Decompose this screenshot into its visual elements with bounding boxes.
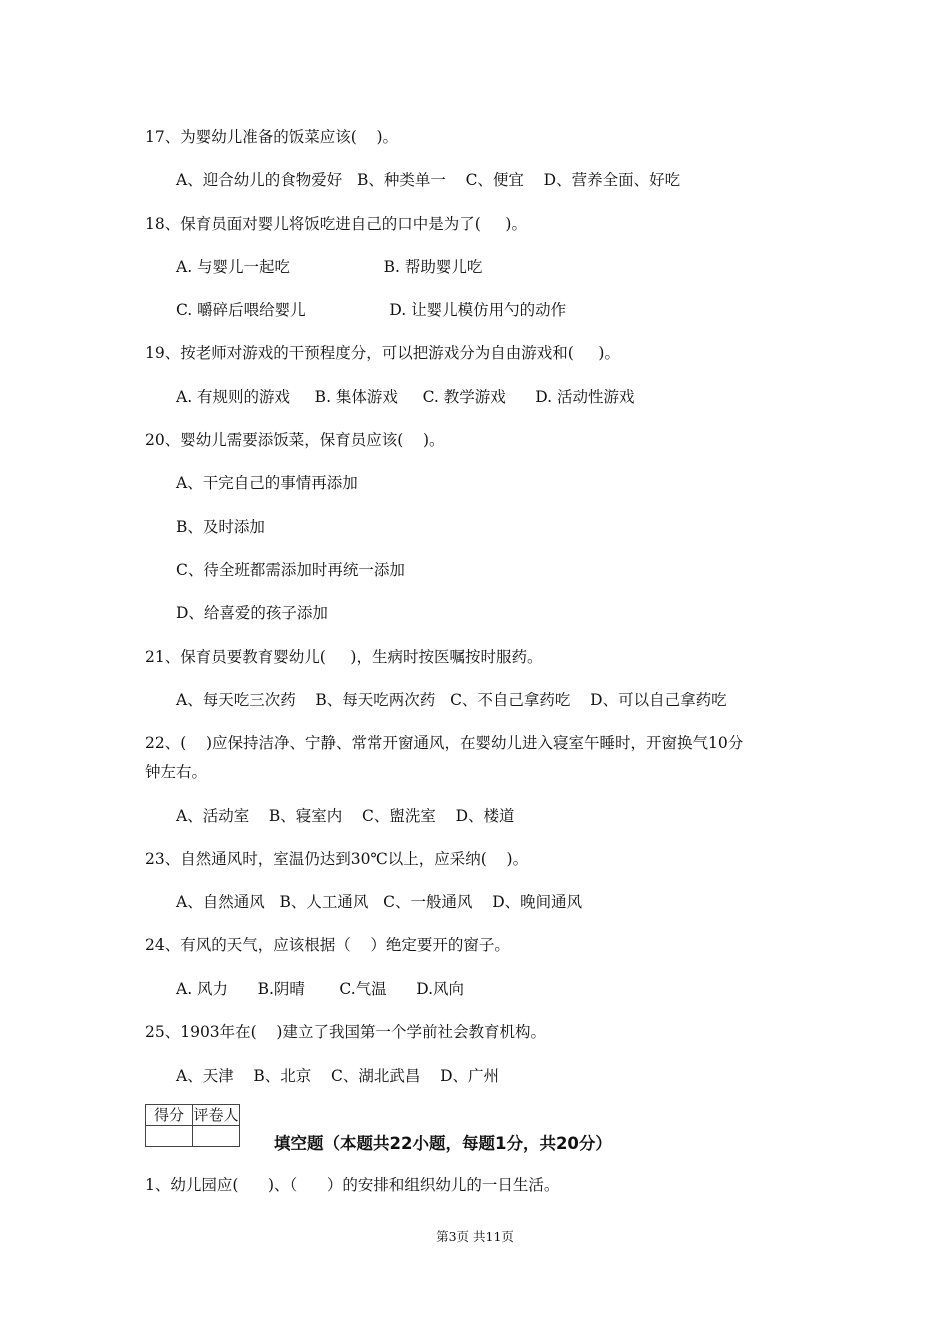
question-21-options: A、每天吃三次药 B、每天吃两次药 C、不自己拿药吃 D、可以自己拿药吃 — [176, 691, 727, 709]
question-25-options: A、天津 B、北京 C、湖北武昌 D、广州 — [176, 1067, 499, 1085]
question-22-continued: 钟左右。 — [145, 763, 208, 781]
question-19: 19、按老师对游戏的干预程度分，可以把游戏分为自由游戏和( )。 — [145, 344, 620, 362]
grader-label: 评卷人 — [193, 1106, 239, 1124]
score-table — [145, 1104, 240, 1147]
score-label: 得分 — [146, 1105, 193, 1126]
question-25: 25、1903年在( )建立了我国第一个学前社会教育机构。 — [145, 1023, 546, 1041]
fill-question-1: 1、幼儿园应( )、（ ）的安排和组织幼儿的一日生活。 — [145, 1176, 560, 1194]
question-24-options: A. 风力 B.阴晴 C.气温 D.风向 — [176, 980, 465, 998]
question-22: 22、( )应保持洁净、宁静、常常开窗通风，在婴幼儿进入寝室午睡时，开窗换气10分 — [145, 734, 744, 752]
question-23-options: A、自然通风 B、人工通风 C、一般通风 D、晚间通风 — [176, 893, 583, 911]
question-20: 20、婴幼儿需要添饭菜，保育员应该( )。 — [145, 431, 445, 449]
score-cell — [146, 1126, 193, 1147]
page-footer: 第3页 共11页 — [436, 1229, 514, 1244]
question-24: 24、有风的天气，应该根据（ ）绝定要开的窗子。 — [145, 936, 510, 954]
question-17: 17、为婴幼儿准备的饭菜应该( )。 — [145, 128, 399, 146]
section-title: 填空题（本题共22小题，每题1分，共20分） — [274, 1134, 612, 1153]
question-20-option-d: D、给喜爱的孩子添加 — [176, 604, 328, 622]
question-20-option-b: B、及时添加 — [176, 518, 265, 536]
question-23: 23、自然通风时，室温仍达到30℃以上，应采纳( )。 — [145, 850, 529, 868]
question-19-options: A. 有规则的游戏 B. 集体游戏 C. 教学游戏 D. 活动性游戏 — [176, 388, 635, 406]
question-18-options-row1: A. 与婴儿一起吃 B. 帮助婴儿吃 — [176, 258, 483, 276]
question-22-options: A、活动室 B、寝室内 C、盥洗室 D、楼道 — [176, 807, 515, 825]
question-18-options-row2: C. 嚼碎后喂给婴儿 D. 让婴儿模仿用勺的动作 — [176, 301, 567, 319]
grader-cell — [193, 1126, 240, 1147]
question-17-options: A、迎合幼儿的食物爱好 B、种类单一 C、便宜 D、营养全面、好吃 — [176, 171, 681, 189]
question-21: 21、保育员要教育婴幼儿( )，生病时按医嘱按时服药。 — [145, 648, 543, 666]
question-20-option-c: C、待全班都需添加时再统一添加 — [176, 561, 405, 579]
question-20-option-a: A、干完自己的事情再添加 — [176, 474, 358, 492]
question-18: 18、保育员面对婴儿将饭吃进自己的口中是为了( )。 — [145, 215, 527, 233]
